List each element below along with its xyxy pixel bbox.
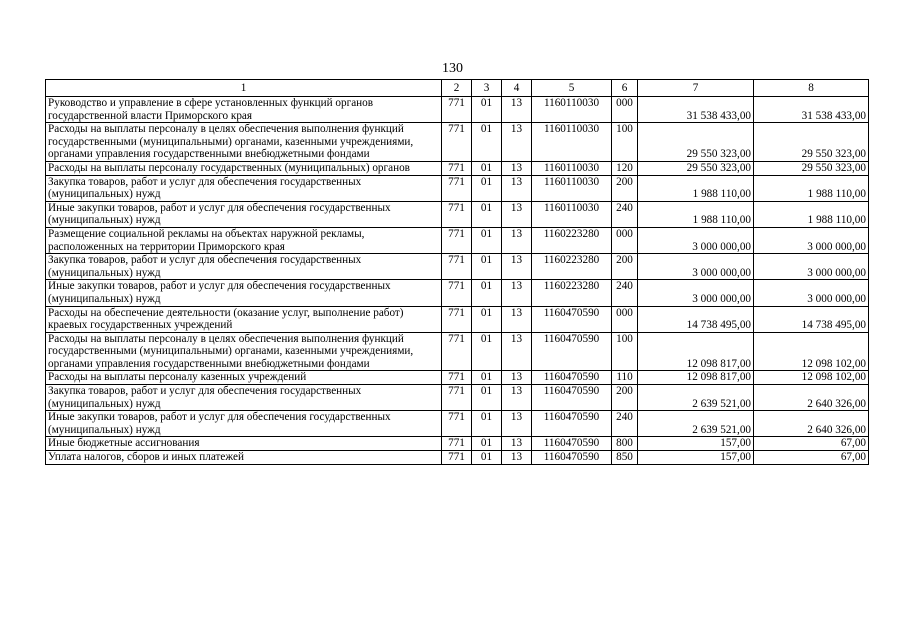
- expense-type-cell: 240: [612, 411, 638, 437]
- row-name-cell: Расходы на выплаты персоналу государственных (муниципальных) органов: [46, 161, 442, 175]
- amount-col8-cell: 29 550 323,00: [754, 161, 869, 175]
- expense-type-cell: 240: [612, 280, 638, 306]
- table-row: [46, 371, 869, 385]
- section-code-cell: 01: [472, 451, 502, 465]
- header-cell-6: 6: [612, 80, 638, 97]
- budget-table: [45, 79, 869, 465]
- amount-col8-cell: 67,00: [754, 437, 869, 451]
- ministry-code-cell: 771: [442, 306, 472, 332]
- subsection-code-cell: 13: [502, 371, 532, 385]
- ministry-code-cell: 771: [442, 332, 472, 371]
- amount-col7-cell: 1 988 110,00: [638, 175, 754, 201]
- subsection-code-cell: 13: [502, 411, 532, 437]
- subsection-code-cell: 13: [502, 175, 532, 201]
- expense-type-cell: 000: [612, 306, 638, 332]
- target-article-cell: 1160110030: [532, 201, 612, 227]
- subsection-code-cell: 13: [502, 227, 532, 253]
- subsection-code-cell: 13: [502, 201, 532, 227]
- table-row: [46, 97, 869, 123]
- subsection-code-cell: 13: [502, 437, 532, 451]
- row-name-cell: Руководство и управление в сфере установленных функций органов государственной власти Приморского края: [46, 97, 442, 123]
- section-code-cell: 01: [472, 227, 502, 253]
- amount-col8-cell: 2 640 326,00: [754, 385, 869, 411]
- page-number: 130: [442, 61, 463, 76]
- amount-col7-cell: 1 988 110,00: [638, 201, 754, 227]
- amount-col7-cell: 3 000 000,00: [638, 254, 754, 280]
- table-row: [46, 161, 869, 175]
- subsection-code-cell: 13: [502, 385, 532, 411]
- subsection-code-cell: 13: [502, 97, 532, 123]
- section-code-cell: 01: [472, 201, 502, 227]
- section-code-cell: 01: [472, 385, 502, 411]
- amount-col7-cell: 12 098 817,00: [638, 371, 754, 385]
- row-name-cell: Расходы на выплаты персоналу в целях обеспечения выполнения функций государственными (муниципальными) органами, казенными учреждениями, органами управления государственными внебюджетными фондами: [46, 123, 442, 162]
- expense-type-cell: 000: [612, 227, 638, 253]
- amount-col7-cell: 31 538 433,00: [638, 97, 754, 123]
- row-name-cell: Уплата налогов, сборов и иных платежей: [46, 451, 442, 465]
- expense-type-cell: 000: [612, 97, 638, 123]
- amount-col7-cell: 2 639 521,00: [638, 385, 754, 411]
- amount-col8-cell: 1 988 110,00: [754, 175, 869, 201]
- header-cell-3: 3: [472, 80, 502, 97]
- expense-type-cell: 200: [612, 385, 638, 411]
- row-name-cell: Расходы на выплаты персоналу казенных учреждений: [46, 371, 442, 385]
- section-code-cell: 01: [472, 254, 502, 280]
- section-code-cell: 01: [472, 123, 502, 162]
- section-code-cell: 01: [472, 411, 502, 437]
- amount-col7-cell: 3 000 000,00: [638, 280, 754, 306]
- expense-type-cell: 110: [612, 371, 638, 385]
- header-cell-2: 2: [442, 80, 472, 97]
- target-article-cell: 1160470590: [532, 332, 612, 371]
- ministry-code-cell: 771: [442, 371, 472, 385]
- section-code-cell: 01: [472, 306, 502, 332]
- table-row: [46, 437, 869, 451]
- amount-col8-cell: 2 640 326,00: [754, 411, 869, 437]
- row-name-cell: Расходы на выплаты персоналу в целях обеспечения выполнения функций государственными (муниципальными) органами, казенными учреждениями, органами управления государственными внебюджетными фондами: [46, 332, 442, 371]
- target-article-cell: 1160470590: [532, 437, 612, 451]
- table-row: [46, 175, 869, 201]
- ministry-code-cell: 771: [442, 254, 472, 280]
- subsection-code-cell: 13: [502, 123, 532, 162]
- target-article-cell: 1160470590: [532, 371, 612, 385]
- ministry-code-cell: 771: [442, 385, 472, 411]
- amount-col8-cell: 1 988 110,00: [754, 201, 869, 227]
- target-article-cell: 1160470590: [532, 411, 612, 437]
- amount-col8-cell: 29 550 323,00: [754, 123, 869, 162]
- ministry-code-cell: 771: [442, 451, 472, 465]
- target-article-cell: 1160470590: [532, 451, 612, 465]
- amount-col7-cell: 3 000 000,00: [638, 227, 754, 253]
- expense-type-cell: 850: [612, 451, 638, 465]
- ministry-code-cell: 771: [442, 227, 472, 253]
- table-row: [46, 123, 869, 162]
- section-code-cell: 01: [472, 161, 502, 175]
- target-article-cell: 1160223280: [532, 280, 612, 306]
- table-row: [46, 411, 869, 437]
- row-name-cell: Иные закупки товаров, работ и услуг для обеспечения государственных (муниципальных) нужд: [46, 201, 442, 227]
- table-row: [46, 254, 869, 280]
- row-name-cell: Расходы на обеспечение деятельности (оказание услуг, выполнение работ) краевых государственных учреждений: [46, 306, 442, 332]
- target-article-cell: 1160110030: [532, 123, 612, 162]
- row-name-cell: Закупка товаров, работ и услуг для обеспечения государственных (муниципальных) нужд: [46, 175, 442, 201]
- ministry-code-cell: 771: [442, 175, 472, 201]
- header-cell-1: 1: [46, 80, 442, 97]
- table-row: [46, 201, 869, 227]
- amount-col7-cell: 157,00: [638, 437, 754, 451]
- target-article-cell: 1160470590: [532, 306, 612, 332]
- row-name-cell: Закупка товаров, работ и услуг для обеспечения государственных (муниципальных) нужд: [46, 385, 442, 411]
- header-cell-5: 5: [532, 80, 612, 97]
- ministry-code-cell: 771: [442, 123, 472, 162]
- subsection-code-cell: 13: [502, 280, 532, 306]
- row-name-cell: Иные закупки товаров, работ и услуг для обеспечения государственных (муниципальных) нужд: [46, 280, 442, 306]
- table-header-row: [46, 80, 869, 97]
- subsection-code-cell: 13: [502, 451, 532, 465]
- section-code-cell: 01: [472, 175, 502, 201]
- amount-col8-cell: 12 098 102,00: [754, 371, 869, 385]
- amount-col8-cell: 31 538 433,00: [754, 97, 869, 123]
- amount-col8-cell: 3 000 000,00: [754, 254, 869, 280]
- table-row: [46, 332, 869, 371]
- target-article-cell: 1160110030: [532, 161, 612, 175]
- subsection-code-cell: 13: [502, 332, 532, 371]
- row-name-cell: Иные бюджетные ассигнования: [46, 437, 442, 451]
- ministry-code-cell: 771: [442, 97, 472, 123]
- amount-col8-cell: 3 000 000,00: [754, 227, 869, 253]
- target-article-cell: 1160223280: [532, 227, 612, 253]
- ministry-code-cell: 771: [442, 280, 472, 306]
- expense-type-cell: 100: [612, 332, 638, 371]
- target-article-cell: 1160110030: [532, 97, 612, 123]
- table-row: [46, 306, 869, 332]
- section-code-cell: 01: [472, 332, 502, 371]
- ministry-code-cell: 771: [442, 201, 472, 227]
- subsection-code-cell: 13: [502, 161, 532, 175]
- row-name-cell: Закупка товаров, работ и услуг для обеспечения государственных (муниципальных) нужд: [46, 254, 442, 280]
- section-code-cell: 01: [472, 371, 502, 385]
- section-code-cell: 01: [472, 437, 502, 451]
- ministry-code-cell: 771: [442, 437, 472, 451]
- amount-col7-cell: 12 098 817,00: [638, 332, 754, 371]
- amount-col7-cell: 29 550 323,00: [638, 123, 754, 162]
- table-row: [46, 385, 869, 411]
- amount-col8-cell: 14 738 495,00: [754, 306, 869, 332]
- ministry-code-cell: 771: [442, 411, 472, 437]
- amount-col7-cell: 14 738 495,00: [638, 306, 754, 332]
- expense-type-cell: 100: [612, 123, 638, 162]
- row-name-cell: Размещение социальной рекламы на объектах наружной рекламы, расположенных на территории Приморского края: [46, 227, 442, 253]
- amount-col7-cell: 157,00: [638, 451, 754, 465]
- row-name-cell: Иные закупки товаров, работ и услуг для обеспечения государственных (муниципальных) нужд: [46, 411, 442, 437]
- header-cell-8: 8: [754, 80, 869, 97]
- section-code-cell: 01: [472, 280, 502, 306]
- subsection-code-cell: 13: [502, 306, 532, 332]
- target-article-cell: 1160223280: [532, 254, 612, 280]
- table-row: [46, 451, 869, 465]
- expense-type-cell: 200: [612, 254, 638, 280]
- table-row: [46, 280, 869, 306]
- expense-type-cell: 800: [612, 437, 638, 451]
- section-code-cell: 01: [472, 97, 502, 123]
- amount-col8-cell: 12 098 102,00: [754, 332, 869, 371]
- amount-col7-cell: 29 550 323,00: [638, 161, 754, 175]
- amount-col8-cell: 3 000 000,00: [754, 280, 869, 306]
- target-article-cell: 1160470590: [532, 385, 612, 411]
- subsection-code-cell: 13: [502, 254, 532, 280]
- amount-col8-cell: 67,00: [754, 451, 869, 465]
- amount-col7-cell: 2 639 521,00: [638, 411, 754, 437]
- expense-type-cell: 200: [612, 175, 638, 201]
- header-cell-7: 7: [638, 80, 754, 97]
- expense-type-cell: 240: [612, 201, 638, 227]
- header-cell-4: 4: [502, 80, 532, 97]
- expense-type-cell: 120: [612, 161, 638, 175]
- target-article-cell: 1160110030: [532, 175, 612, 201]
- ministry-code-cell: 771: [442, 161, 472, 175]
- table-row: [46, 227, 869, 253]
